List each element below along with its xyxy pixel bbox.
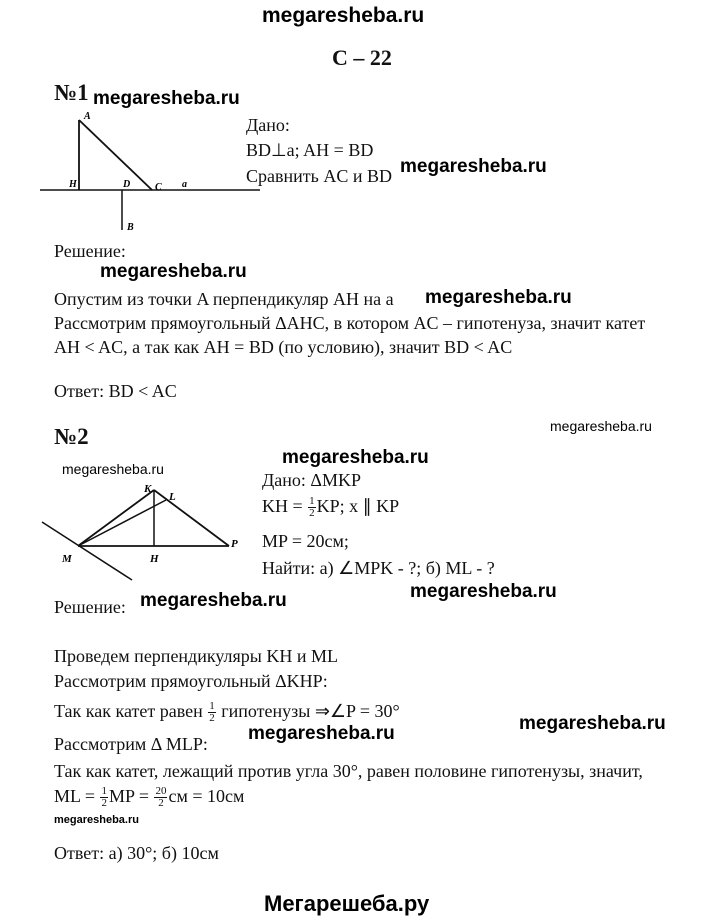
task2-answer: Ответ: а) 30°; б) 10см [54,843,219,863]
task2-figure [40,478,260,588]
fraction: $\frac{1}{2}$ [209,700,215,725]
task2-given-mp: MP = 20см; [262,531,349,551]
task2-sol-line5: Так как катет, лежащий против угла 30°, равен половине гипотенузы, значит, [54,761,643,781]
task1-given-line2: Сравнить AC и BD [246,166,392,186]
task1-solution-title: Решение: [54,241,126,261]
label-H2: H [150,553,159,565]
task2-number: №2 [54,424,89,449]
footer-site: Мегарешеба.ру [264,891,430,916]
task2-sol-line1: Проведем перпендикуляры KH и ML [54,646,339,666]
task2-watermark-small-left: megaresheba.ru [62,461,164,477]
section-title: С – 22 [332,45,392,70]
task2-sol-line2: Рассмотрим прямоугольный ΔKHP: [54,671,328,691]
task2-watermark-small-right: megaresheba.ru [550,418,652,434]
task2-find: Найти: а) ∠MPK - ?; б) ML - ? [262,558,495,578]
label-M: M [62,553,72,565]
task1-answer: Ответ: BD < AC [54,381,177,401]
label-B: B [127,222,134,233]
label-L: L [169,491,176,503]
label-A: A [84,111,91,122]
task1-watermark2: megaresheba.ru [400,156,547,177]
task1-number: №1 [54,80,89,105]
fraction: $\frac{1}{2}$ [309,495,315,520]
task2-watermark-sol2: megaresheba.ru [410,581,557,602]
task2-solution-title: Решение: [54,597,126,617]
task1-given-title: Дано: [246,115,290,135]
label-a: a [182,179,187,190]
task2-sol-line6: ML = $\frac{1}{2}$ MP = $\frac{20}{2}$ см = 10см [54,785,245,810]
task2-sol-line3: Так как катет равен $\frac{1}{2}$ гипотенузы ⇒∠P = 30° [54,700,400,725]
task1-watermark4: megaresheba.ru [425,287,572,308]
task1-sol-line2: Рассмотрим прямоугольный ΔAHC, в котором AC – гипотенуза, значит катет [54,313,646,333]
task2-watermark-top: megaresheba.ru [282,447,429,468]
task1-figure [40,108,260,238]
task2-given-kh: KH = $\frac{1}{2}$ KP; x ∥ KP [262,495,400,520]
task2-sol-line4: Рассмотрим Δ MLP: [54,734,208,754]
task1-sol-line3: AH < AC, а так как AH = BD (по условию), значит BD < AC [54,337,513,357]
task2-watermark-sol3: megaresheba.ru [519,713,666,734]
task1-given-line1: BD⊥a; AH = BD [246,140,374,160]
task2-watermark-tiny: megaresheba.ru [54,814,139,826]
label-P: P [231,538,238,550]
label-H: H [69,179,77,190]
fraction: $\frac{20}{2}$ [155,785,167,810]
label-K: K [144,483,152,495]
task2-watermark-sol4: megaresheba.ru [248,723,395,744]
label-D: D [123,179,131,190]
task1-watermark3: megaresheba.ru [100,261,247,282]
label-C: C [155,182,162,193]
task2-watermark-sol1: megaresheba.ru [140,590,287,611]
fraction: $\frac{1}{2}$ [101,785,107,810]
task2-given-title: Дано: ΔMKP [262,470,361,490]
task1-sol-line1: Опустим из точки A перпендикуляр AH на a [54,289,394,309]
site-watermark-header: megaresheba.ru [262,4,425,27]
task1-watermark: megaresheba.ru [93,88,240,109]
